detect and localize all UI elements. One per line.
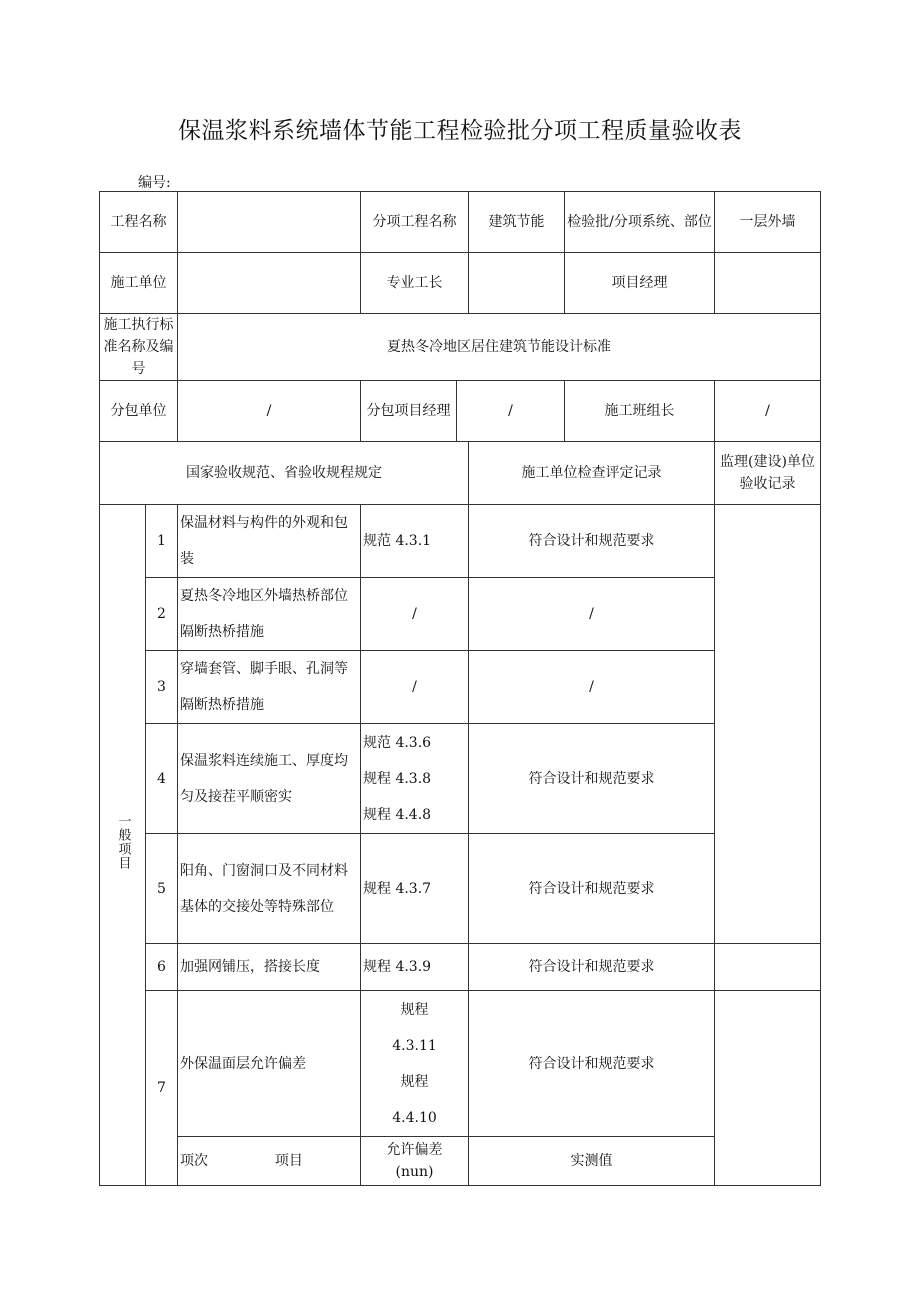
item-ref (361, 505, 469, 578)
team-leader-value[interactable]: / (715, 381, 821, 442)
item-result[interactable]: / (469, 651, 715, 724)
subcontractor-label: 分包单位 (100, 381, 178, 442)
item-ref-line: / (412, 679, 417, 695)
foreman-label: 专业工长 (361, 253, 469, 314)
item-no: 1 (146, 505, 178, 578)
contractor-record-header: 施工单位检查评定记录 (469, 442, 715, 505)
subcontractor-value[interactable]: / (178, 381, 361, 442)
team-leader-label: 施工班组长 (565, 381, 715, 442)
item-result[interactable]: 符合设计和规范要求 (469, 505, 715, 578)
item-no: 2 (146, 578, 178, 651)
item-ref-line: 4.3.11 (392, 1037, 437, 1054)
item-ref-line: 规程 4.3.7 (363, 880, 432, 897)
item-ref-line: 规程 4.3.8 (363, 770, 432, 787)
contractor-label: 施工单位 (100, 253, 178, 314)
inspection-lot-label: 检验批/分项系统、部位 (565, 192, 715, 253)
project-manager-label: 项目经理 (565, 253, 715, 314)
item-no: 5 (146, 834, 178, 944)
item-no: 4 (146, 724, 178, 834)
item-ref-line: 规程 4.3.9 (363, 959, 432, 975)
supervisor-record-cell[interactable] (715, 991, 821, 1186)
item-result[interactable]: 符合设计和规范要求 (469, 991, 715, 1137)
sub-item-name-label: 分项工程名称 (361, 192, 469, 253)
inspection-table (99, 191, 821, 1186)
sub-header-item-cell (178, 1137, 361, 1186)
item-desc: 阳角、门窗洞口及不同材料基体的交接处等特殊部位 (178, 834, 361, 944)
standard-value[interactable]: 夏热冬冷地区居住建筑节能设计标准 (178, 314, 821, 381)
item-ref-line: 规范 4.3.6 (363, 734, 432, 751)
item-ref-line: 4.4.10 (392, 1109, 437, 1126)
tolerance-label: 允许偏差 (386, 1142, 443, 1158)
spec-column-header: 国家验收规范、省验收规程规定 (100, 442, 469, 505)
project-manager-value[interactable] (715, 253, 821, 314)
supervisor-record-header: 监理(建设)单位验收记录 (715, 442, 821, 505)
supervisor-record-cell[interactable] (715, 505, 821, 944)
item-ref (361, 944, 469, 991)
sub-header-seq: 项次 (180, 1153, 208, 1169)
item-no: 6 (146, 944, 178, 991)
general-items-text: 一般项目 (115, 813, 131, 870)
item-desc: 外保温面层允许偏差 (178, 991, 361, 1137)
page-title: 保温浆料系统墙体节能工程检验批分项工程质量验收表 (178, 118, 742, 144)
general-items-label (100, 505, 146, 1186)
item-ref (361, 724, 469, 834)
item-result[interactable]: / (469, 578, 715, 651)
item-ref (361, 834, 469, 944)
item-ref (361, 651, 469, 724)
sub-header-measured: 实测值 (469, 1137, 715, 1186)
supervisor-record-cell[interactable] (715, 944, 821, 991)
foreman-value[interactable] (469, 253, 565, 314)
project-name-value[interactable] (178, 192, 361, 253)
contractor-value[interactable] (178, 253, 361, 314)
sub-pm-label: 分包项目经理 (361, 381, 457, 442)
sub-header-tolerance (361, 1137, 469, 1186)
item-ref-line: 规程 (400, 1073, 429, 1090)
item-result[interactable]: 符合设计和规范要求 (469, 834, 715, 944)
document-number-label: 编号: (138, 175, 171, 191)
standard-label: 施工执行标准名称及编号 (100, 314, 178, 381)
item-desc: 加强网铺压，搭接长度 (178, 944, 361, 991)
item-desc: 夏热冬冷地区外墙热桥部位隔断热桥措施 (178, 578, 361, 651)
item-result[interactable]: 符合设计和规范要求 (469, 724, 715, 834)
item-ref (361, 991, 469, 1137)
item-ref-line: / (412, 606, 417, 622)
sub-item-name-value[interactable]: 建筑节能 (469, 192, 565, 253)
inspection-lot-value[interactable]: 一层外墙 (715, 192, 821, 253)
item-ref (361, 578, 469, 651)
item-desc: 保温浆料连续施工、厚度均匀及接茬平顺密实 (178, 724, 361, 834)
sub-header-item: 项目 (274, 1153, 303, 1169)
item-ref-line: 规程 (400, 1001, 429, 1018)
item-result[interactable]: 符合设计和规范要求 (469, 944, 715, 991)
tolerance-unit: (nun) (395, 1164, 434, 1180)
item-desc: 穿墙套管、脚手眼、孔洞等隔断热桥措施 (178, 651, 361, 724)
item-ref-line: 规程 4.4.8 (363, 806, 432, 823)
project-name-label: 工程名称 (100, 192, 178, 253)
item-desc: 保温材料与构件的外观和包装 (178, 505, 361, 578)
sub-pm-value[interactable]: / (457, 381, 565, 442)
item-ref-line: 规范 4.3.1 (363, 533, 432, 549)
item-no: 7 (146, 991, 178, 1186)
item-no: 3 (146, 651, 178, 724)
